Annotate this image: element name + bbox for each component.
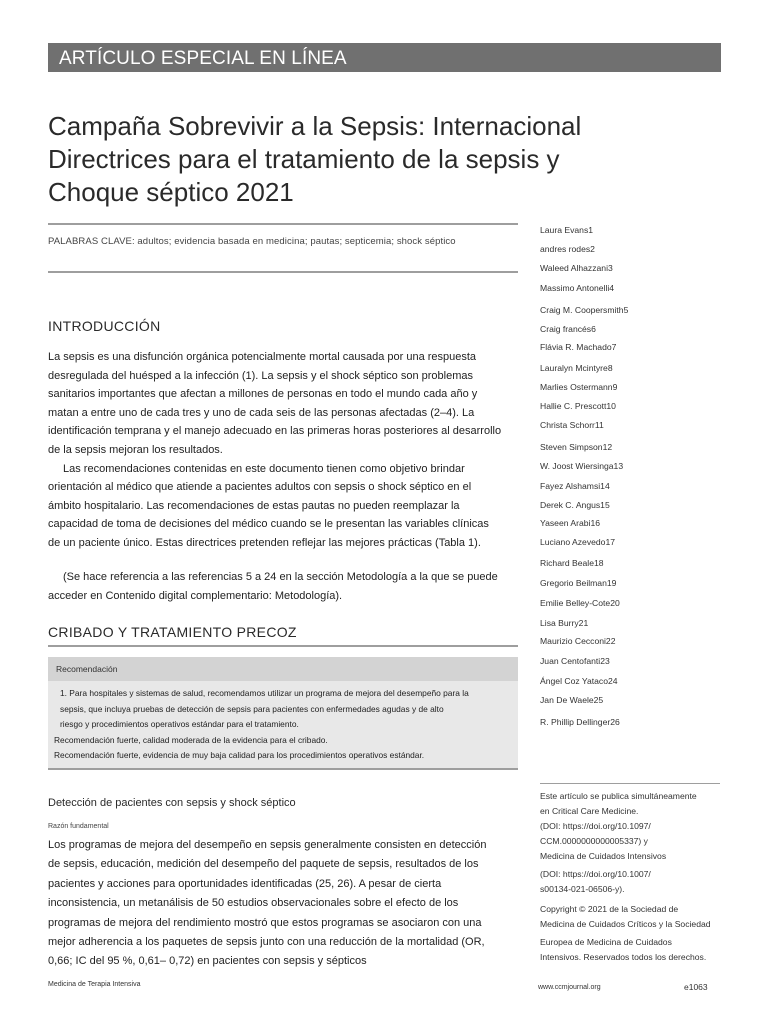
recommendation-strength: Recomendación fuerte, calidad moderada de la evidencia para el cribado. [54, 734, 328, 745]
copyright-note [540, 902, 730, 965]
text-line: (DOI: https://doi.org/10.1097/ [540, 821, 651, 831]
text-line: ámbito hospitalario. Las recomendaciones de estas pautas no pueden reemplazar la [48, 499, 460, 512]
recommendation-table [48, 657, 518, 770]
text-line: 1. Para hospitales y sistemas de salud, recomendamos utilizar un programa de mejora del desempeño para la [60, 688, 469, 698]
author-name: Massimo Antonelli4 [540, 283, 615, 293]
author-name: Waleed Alhazzani3 [540, 263, 613, 273]
recommendation-table-body [48, 681, 518, 764]
text-line: Los programas de mejora del desempeño en sepsis generalmente consisten en detección [48, 839, 487, 851]
text-line: Intensivos. Reservados todos los derechos. [540, 952, 707, 962]
rationale-body [48, 836, 518, 972]
intro-heading: INTRODUCCIÓN [48, 318, 161, 334]
divider [48, 645, 518, 647]
text-line: (DOI: https://doi.org/10.1007/ [540, 869, 651, 879]
text-line: inconsistencia, un metanálisis de 50 estudios observacionales sobre el efecto de los [48, 897, 459, 910]
text-line: sanitarios importantes que afectan a millones de personas en todo el mundo cada año y [48, 388, 478, 401]
author-name: W. Joost Wiersinga13 [540, 461, 624, 471]
author-name: Flávia R. Machado7 [540, 342, 617, 352]
author-name: andres rodes2 [540, 244, 595, 254]
author-name: Steven Simpson12 [540, 442, 613, 452]
divider [540, 783, 720, 784]
intro-note [48, 568, 518, 605]
title-line: Choque séptico 2021 [48, 177, 294, 207]
text-line: programas de mejora del rendimiento mostró que estos programas se asociaron con una [48, 916, 482, 929]
publication-note [540, 789, 730, 897]
text-line: 0,66; IC del 95 %, 0,61– 0,72) en pacientes con sepsis y sépticos [48, 955, 367, 968]
author-name: Craig M. Coopersmith5 [540, 305, 629, 315]
text-line: mejor adherencia a los paquetes de sepsis junto con una reducción de la mortalidad (OR, [48, 936, 485, 949]
keywords: PALABRAS CLAVE: adultos; evidencia basada en medicina; pautas; septicemia; shock séptico [48, 236, 456, 247]
text-line: CCM.0000000000005337) y [540, 836, 648, 846]
text-line: desregulada del huésped a la infección (1). La sepsis y el shock séptico son problemas [48, 369, 473, 382]
text-line: Europea de Medicina de Cuidados [540, 937, 672, 947]
divider [48, 271, 518, 273]
page-number: e1063 [684, 982, 708, 992]
title-line: Campaña Sobrevivir a la Sepsis: Internacional [48, 111, 582, 141]
author-name: Maurizio Cecconi22 [540, 636, 616, 646]
author-name: Gregorio Beilman19 [540, 578, 617, 588]
text-line: en Critical Care Medicine. [540, 806, 639, 816]
text-line: pacientes y acciones para oportunidades identificadas (25, 26). A pesar de cierta [48, 877, 442, 890]
author-name: Laura Evans1 [540, 225, 594, 235]
intro-body [48, 348, 518, 553]
article-title [48, 110, 668, 209]
author-name: Emilie Belley-Cote20 [540, 598, 620, 608]
recommendation-item [54, 686, 510, 733]
footer-url[interactable]: www.ccmjournal.org [538, 984, 601, 991]
recommendation-strength: Recomendación fuerte, evidencia de muy baja calidad para los procedimientos operativos estándar. [54, 750, 425, 761]
text-line: La sepsis es una disfunción orgánica potencialmente mortal causada por una respuesta [48, 351, 477, 363]
text-line: riesgo y procedimientos operativos estándar para el tratamiento. [60, 719, 299, 730]
screening-heading: CRIBADO Y TRATAMIENTO PRECOZ [48, 624, 297, 640]
author-name: Lauralyn Mcintyre8 [540, 363, 613, 373]
author-name: Ángel Coz Yataco24 [540, 676, 618, 686]
author-name: Hallie C. Prescott10 [540, 401, 616, 411]
text-line: de un paciente único. Estas directrices pretenden reflejar las mejores prácticas (Tabla 1). [48, 536, 481, 549]
divider [48, 223, 518, 225]
author-name: Fayez Alshamsi14 [540, 481, 610, 491]
text-line: de la sepsis mejoran los resultados. [48, 443, 223, 456]
text-line: Las recomendaciones contenidas en este documento tienen como objetivo brindar [63, 462, 465, 475]
text-line: s00134-021-06506-y). [540, 884, 625, 894]
text-line: capacidad de toma de decisiones del médico cuando se le presentan las variables clínicas [48, 518, 489, 531]
text-line: sepsis, que incluya pruebas de detección de sepsis para pacientes con enfermedades agudas y de alto [60, 703, 444, 714]
text-line: identificación temprana y el manejo adecuado en las primeras horas posteriores al desarrollo [48, 425, 502, 438]
text-line: de sepsis, educación, medición del desempeño del paquete de sepsis, resultados de los [48, 858, 479, 871]
text-line: Medicina de Cuidados Críticos y la Sociedad [540, 919, 711, 929]
text-line: acceder en Contenido digital complementario: Metodología). [48, 589, 343, 602]
author-name: Christa Schorr11 [540, 420, 604, 430]
title-line: Directrices para el tratamiento de la sepsis y [48, 144, 560, 174]
text-line: Medicina de Cuidados Intensivos [540, 851, 667, 861]
recommendation-table-header: Recomendación [48, 657, 518, 681]
text-line: Copyright © 2021 de la Sociedad de [540, 904, 679, 914]
author-name: Luciano Azevedo17 [540, 537, 616, 547]
text-line: (Se hace referencia a las referencias 5 a 24 en la sección Metodología a la que se puede [63, 571, 498, 583]
text-line: orientación al médico que atiende a pacientes adultos con sepsis o shock séptico en el [48, 481, 472, 494]
rationale-label: Razón fundamental [48, 823, 109, 830]
author-name: Derek C. Angus15 [540, 500, 610, 510]
section-banner: ARTÍCULO ESPECIAL EN LÍNEA [48, 43, 721, 72]
author-name: Yaseen Arabi16 [540, 518, 601, 528]
author-name: Lisa Burry21 [540, 618, 589, 628]
author-name: Jan De Waele25 [540, 695, 604, 705]
author-name: R. Phillip Dellinger26 [540, 717, 620, 727]
footer-journal: Medicina de Terapia Intensiva [48, 981, 141, 988]
text-line: matan a entre uno de cada tres y uno de cada seis de las personas afectadas (2–4). La [48, 406, 475, 419]
text-line: Este artículo se publica simultáneamente [540, 791, 697, 801]
author-name: Craig francés6 [540, 324, 596, 334]
author-name: Juan Centofanti23 [540, 656, 610, 666]
author-name: Marlies Ostermann9 [540, 382, 618, 392]
subsection-heading: Detección de pacientes con sepsis y shock séptico [48, 797, 296, 809]
author-name: Richard Beale18 [540, 558, 604, 568]
